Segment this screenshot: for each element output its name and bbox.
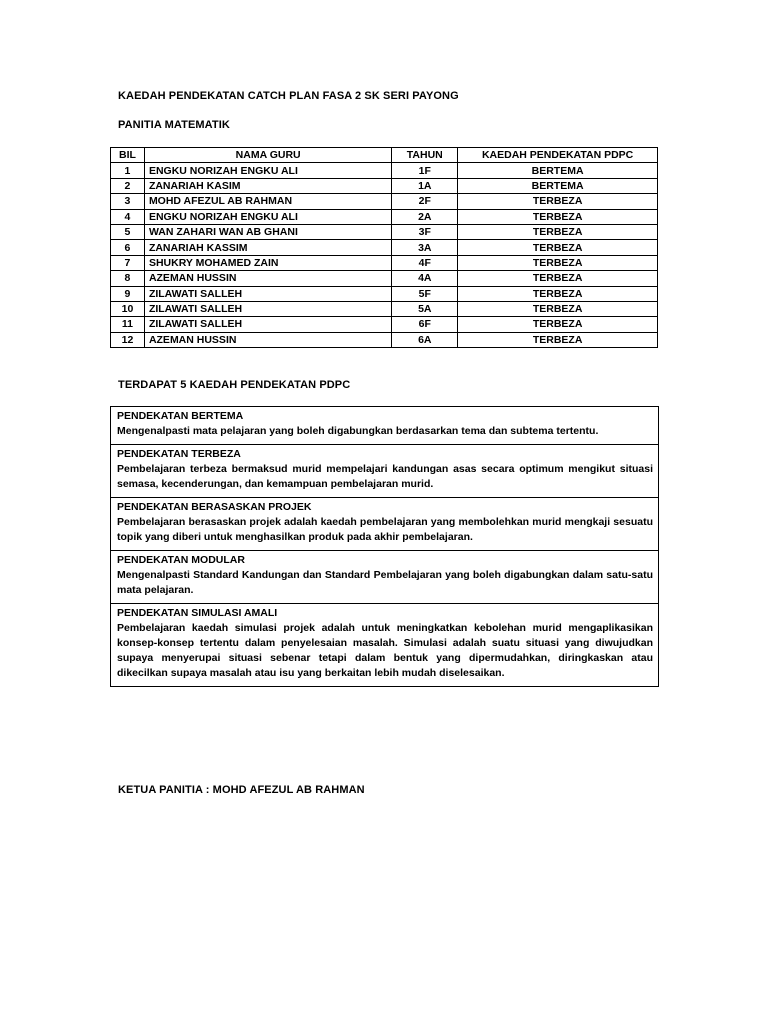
approach-title: PENDEKATAN BERASASKAN PROJEK: [117, 501, 312, 513]
cell-bil: 6: [111, 240, 145, 255]
cell-kaedah: TERBEZA: [458, 209, 658, 224]
approach-section: [111, 407, 658, 445]
table-row: [111, 178, 658, 193]
table-row: [111, 271, 658, 286]
cell-bil: 10: [111, 301, 145, 316]
cell-nama-guru: ZILAWATI SALLEH: [144, 317, 391, 332]
cell-nama-guru: MOHD AFEZUL AB RAHMAN: [144, 194, 391, 209]
approach-count-heading: TERDAPAT 5 KAEDAH PENDEKATAN PDPC: [118, 379, 351, 391]
approach-title: PENDEKATAN BERTEMA: [117, 410, 244, 422]
cell-nama-guru: ZANARIAH KASIM: [144, 178, 391, 193]
approach-description: Mengenalpasti Standard Kandungan dan Standard Pembelajaran yang boleh digabungkan dalam satu-satu mata pelajaran.: [117, 569, 653, 596]
cell-nama-guru: SHUKRY MOHAMED ZAIN: [144, 255, 391, 270]
cell-kaedah: TERBEZA: [458, 194, 658, 209]
cell-bil: 12: [111, 332, 145, 347]
cell-nama-guru: AZEMAN HUSSIN: [144, 332, 391, 347]
table-row: [111, 163, 658, 178]
cell-tahun: 5F: [392, 286, 458, 301]
table-row: [111, 255, 658, 270]
cell-nama-guru: ZILAWATI SALLEH: [144, 301, 391, 316]
cell-tahun: 6A: [392, 332, 458, 347]
ketua-panitia: KETUA PANITIA : MOHD AFEZUL AB RAHMAN: [118, 784, 365, 796]
cell-kaedah: TERBEZA: [458, 332, 658, 347]
teacher-table-body: [111, 163, 658, 348]
cell-bil: 3: [111, 194, 145, 209]
cell-bil: 4: [111, 209, 145, 224]
approach-title: PENDEKATAN SIMULASI AMALI: [117, 607, 278, 619]
cell-kaedah: TERBEZA: [458, 240, 658, 255]
approach-title: PENDEKATAN MODULAR: [117, 554, 245, 566]
approach-section: [111, 498, 658, 551]
header-bil: BIL: [111, 148, 145, 163]
header-nama-guru: NAMA GURU: [144, 148, 391, 163]
approach-description: Pembelajaran kaedah simulasi projek adalah untuk meningkatkan kebolehan murid mengaplikasikan konsep-konsep tertentu dalam penyelesaian masalah. Simulasi adalah suatu situasi yang diwujudkan supaya menyerupai situasi sebenar tetapi dalam bentuk yang dipermudahkan, diringkaskan atau dikecilkan supaya masalah atau isu yang berkaitan lebih mudah diselesaikan.: [117, 622, 653, 679]
table-row: [111, 286, 658, 301]
cell-tahun: 3F: [392, 224, 458, 239]
cell-nama-guru: ENGKU NORIZAH ENGKU ALI: [144, 163, 391, 178]
table-row: [111, 301, 658, 316]
approach-section: [111, 445, 658, 498]
teacher-table: [110, 147, 658, 348]
approach-section: [111, 604, 658, 686]
cell-kaedah: TERBEZA: [458, 286, 658, 301]
cell-tahun: 2F: [392, 194, 458, 209]
approach-section: [111, 551, 658, 604]
cell-tahun: 3A: [392, 240, 458, 255]
cell-bil: 1: [111, 163, 145, 178]
cell-kaedah: TERBEZA: [458, 271, 658, 286]
cell-tahun: 1A: [392, 178, 458, 193]
cell-nama-guru: WAN ZAHARI WAN AB GHANI: [144, 224, 391, 239]
cell-kaedah: TERBEZA: [458, 255, 658, 270]
cell-kaedah: TERBEZA: [458, 301, 658, 316]
cell-bil: 9: [111, 286, 145, 301]
header-kaedah: KAEDAH PENDEKATAN PDPC: [458, 148, 658, 163]
approach-title: PENDEKATAN TERBEZA: [117, 448, 241, 460]
table-row: [111, 332, 658, 347]
panel-title: PANITIA MATEMATIK: [118, 119, 230, 131]
cell-tahun: 2A: [392, 209, 458, 224]
cell-tahun: 5A: [392, 301, 458, 316]
cell-kaedah: BERTEMA: [458, 163, 658, 178]
cell-nama-guru: ZILAWATI SALLEH: [144, 286, 391, 301]
cell-bil: 7: [111, 255, 145, 270]
cell-bil: 8: [111, 271, 145, 286]
approaches-box: [110, 406, 659, 687]
cell-nama-guru: ENGKU NORIZAH ENGKU ALI: [144, 209, 391, 224]
cell-nama-guru: AZEMAN HUSSIN: [144, 271, 391, 286]
table-row: [111, 194, 658, 209]
cell-nama-guru: ZANARIAH KASSIM: [144, 240, 391, 255]
table-row: [111, 209, 658, 224]
cell-bil: 11: [111, 317, 145, 332]
cell-kaedah: BERTEMA: [458, 178, 658, 193]
table-row: [111, 240, 658, 255]
table-row: [111, 317, 658, 332]
cell-tahun: 6F: [392, 317, 458, 332]
header-tahun: TAHUN: [392, 148, 458, 163]
cell-kaedah: TERBEZA: [458, 224, 658, 239]
approach-description: Mengenalpasti mata pelajaran yang boleh digabungkan berdasarkan tema dan subtema tertentu.: [117, 425, 599, 437]
cell-bil: 5: [111, 224, 145, 239]
cell-tahun: 1F: [392, 163, 458, 178]
approach-description: Pembelajaran terbeza bermaksud murid mempelajari kandungan asas secara optimum mengikut situasi semasa, kecenderungan, dan kemampuan pembelajaran murid.: [117, 463, 653, 490]
cell-bil: 2: [111, 178, 145, 193]
cell-tahun: 4A: [392, 271, 458, 286]
cell-tahun: 4F: [392, 255, 458, 270]
table-header-row: [111, 148, 658, 163]
approach-description: Pembelajaran berasaskan projek adalah kaedah pembelajaran yang membolehkan murid mengkaji sesuatu topik yang diberi untuk menghasilkan produk pada akhir pembelajaran.: [117, 516, 653, 543]
table-row: [111, 224, 658, 239]
cell-kaedah: TERBEZA: [458, 317, 658, 332]
document-title: KAEDAH PENDEKATAN CATCH PLAN FASA 2 SK SERI PAYONG: [118, 90, 459, 102]
